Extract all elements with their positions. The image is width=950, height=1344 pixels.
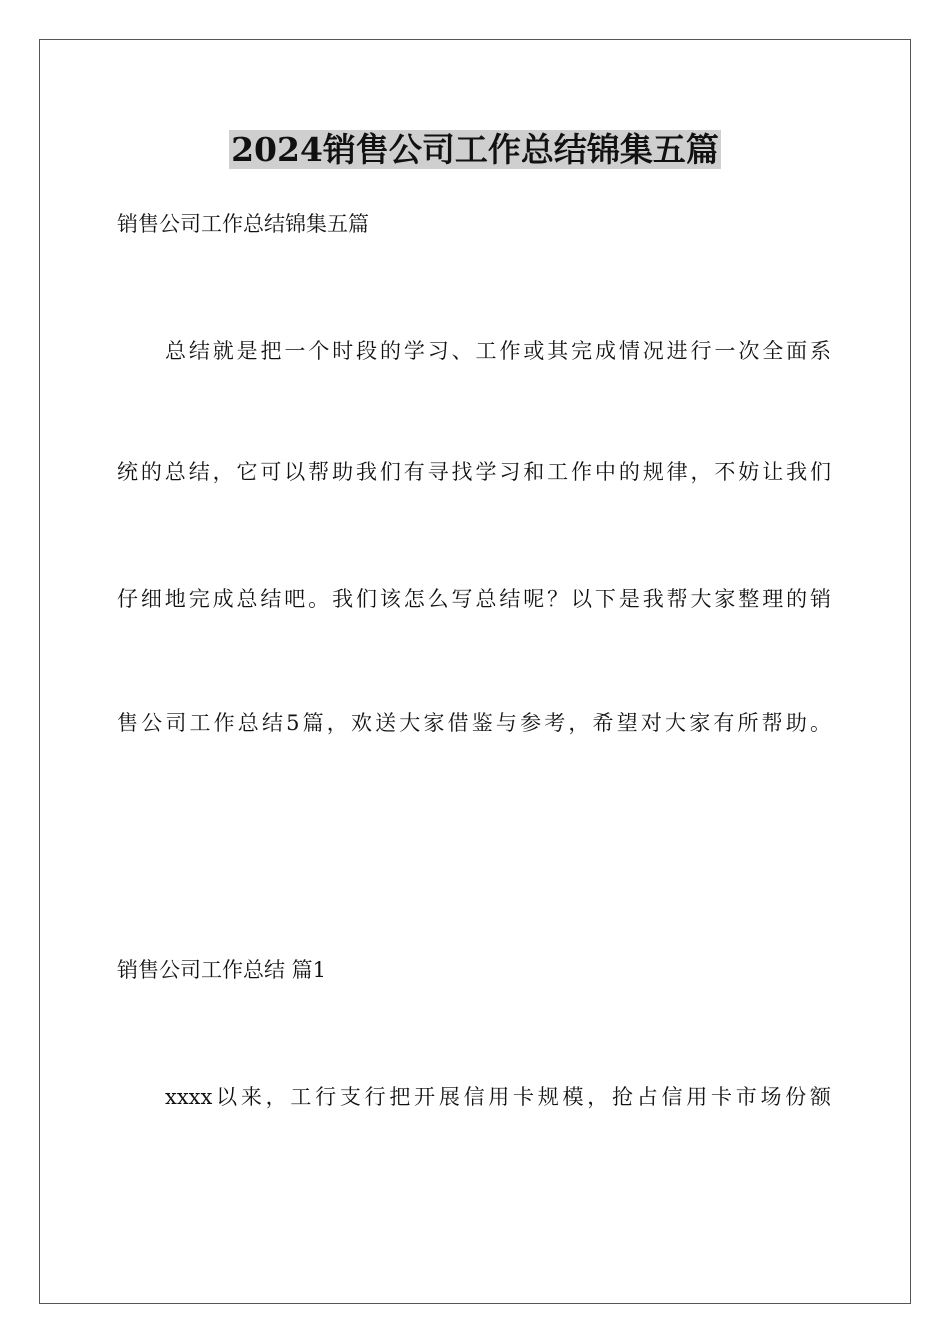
intro-line-4: 售公司工作总结5篇，欢送大家借鉴与参考，希望对大家有所帮助。 [117, 711, 831, 735]
intro-line-2: 统的总结，它可以帮助我们有寻找学习和工作中的规律，不妨让我们 [117, 460, 831, 484]
document-title-text: 2024销售公司工作总结锦集五篇 [231, 130, 719, 169]
document-title [0, 124, 950, 176]
intro-line-1: 总结就是把一个时段的学习、工作或其完成情况进行一次全面系 [165, 339, 831, 363]
intro-line-3: 仔细地完成总结吧。我们该怎么写总结呢？以下是我帮大家整理的销 [117, 587, 831, 611]
section-first-line: xxxx以来，工行支行把开展信用卡规模，抢占信用卡市场份额 [165, 1085, 831, 1109]
document-subtitle: 销售公司工作总结锦集五篇 [117, 212, 369, 236]
section-heading: 销售公司工作总结 篇1 [117, 958, 327, 982]
